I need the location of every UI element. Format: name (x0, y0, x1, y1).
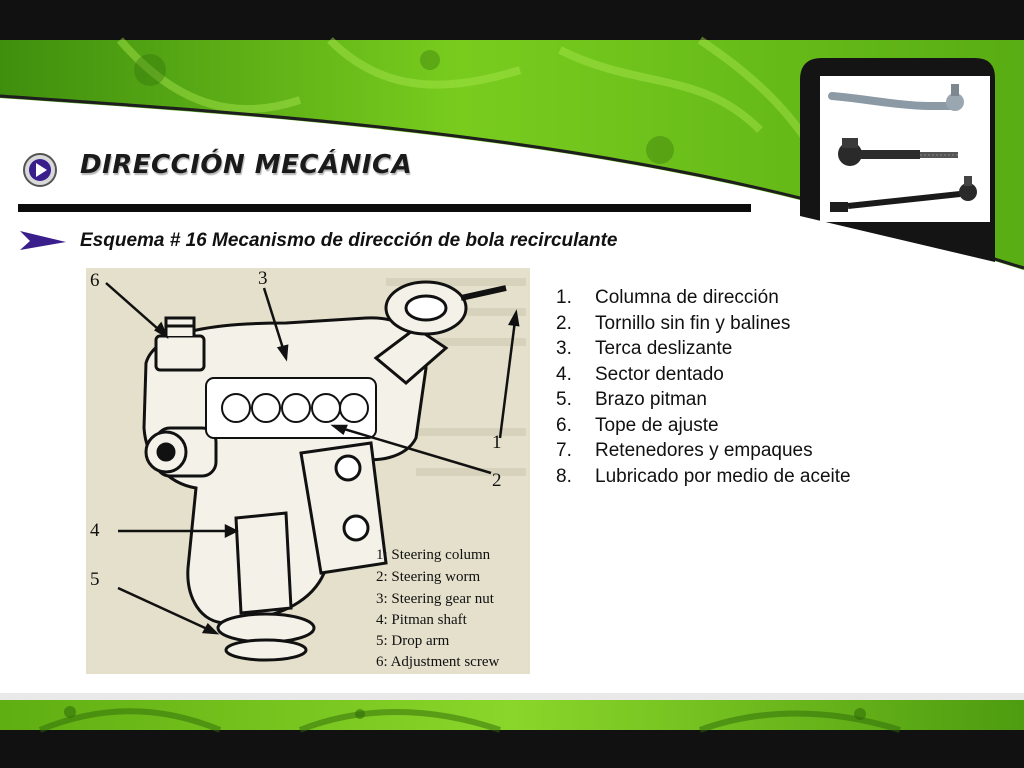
list-text: Tornillo sin fin y balines (595, 312, 791, 334)
list-item (556, 285, 886, 311)
list-text: Retenedores y empaques (595, 440, 813, 461)
list-number: 3. (556, 338, 572, 359)
legend-item: 4: Pitman shaft (376, 612, 467, 628)
list-item (556, 464, 886, 490)
list-text: Sector dentado (595, 363, 724, 385)
tie-rod-parts-image (820, 76, 990, 222)
slide-subtitle: Esquema # 16 Mecanismo de dirección de bola recirculante (80, 230, 618, 251)
list-item (556, 387, 886, 413)
list-number: 2. (556, 312, 572, 334)
callout-4: 4 (90, 520, 100, 541)
list-item (556, 311, 886, 337)
list-item (556, 413, 886, 439)
steering-gear-diagram (86, 268, 530, 674)
list-text: Lubricado por medio de aceite (595, 465, 851, 487)
list-number: 8. (556, 465, 572, 487)
list-item (556, 438, 886, 464)
list-item (556, 336, 886, 362)
legend-item: 3: Steering gear nut (376, 591, 494, 607)
list-number: 7. (556, 440, 572, 461)
callout-5: 5 (90, 569, 100, 590)
callout-3: 3 (258, 268, 268, 289)
callout-2: 2 (492, 470, 502, 491)
list-number: 4. (556, 363, 572, 385)
list-item (556, 362, 886, 388)
legend-item: 6: Adjustment screw (376, 654, 500, 670)
parts-list (556, 285, 886, 489)
list-number: 6. (556, 414, 572, 436)
arrow-bullet-icon (20, 229, 68, 251)
callout-1: 1 (492, 432, 502, 453)
list-text: Terca deslizante (595, 338, 733, 359)
list-text: Columna de dirección (595, 287, 779, 308)
list-text: Brazo pitman (595, 389, 707, 410)
slide-title: DIRECCIÓN MECÁNICA (80, 150, 413, 180)
list-text: Tope de ajuste (595, 414, 719, 436)
play-circle-icon (22, 152, 58, 188)
legend-item: 1: Steering column (376, 547, 491, 563)
legend-item: 2: Steering worm (376, 569, 481, 585)
list-number: 5. (556, 389, 572, 410)
callout-6: 6 (90, 270, 100, 291)
list-number: 1. (556, 287, 572, 308)
title-divider (18, 204, 751, 212)
legend-item: 5: Drop arm (376, 633, 450, 649)
